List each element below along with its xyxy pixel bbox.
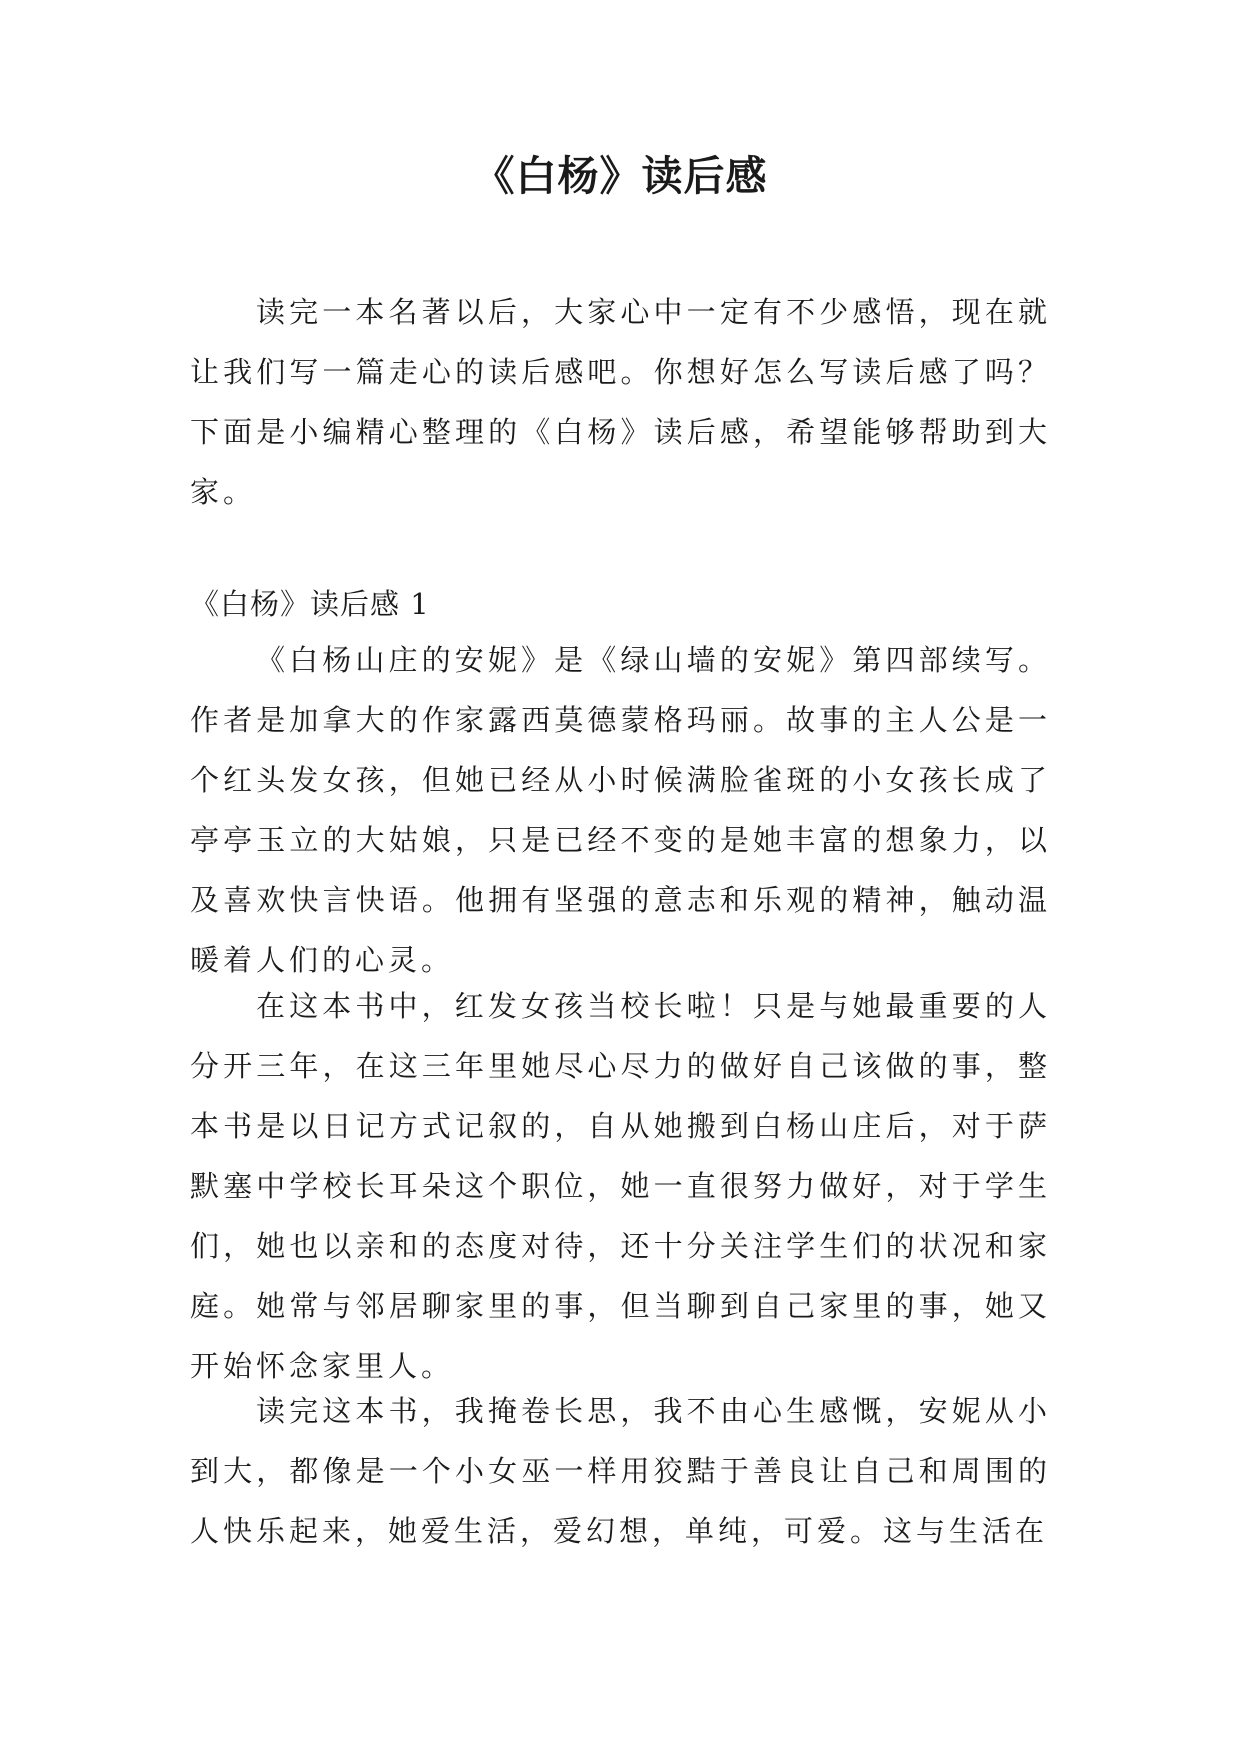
body-paragraph-1: 《白杨山庄的安妮》是《绿山墙的安妮》第四部续写。作者是加拿大的作家露西莫德蒙格玛丽。故事的主人公是一个红头发女孩，但她已经从小时候满脸雀斑的小女孩长成了亭亭玉立的大姑娘，只是已经不变的是她丰富的想象力，以及喜欢快言快语。他拥有坚强的意志和乐观的精神，触动温暖着人们的心灵。	[190, 643, 1051, 977]
intro-paragraph: 读完一本名著以后，大家心中一定有不少感悟，现在就让我们写一篇走心的读后感吧。你想好怎么写读后感了吗？下面是小编精心整理的《白杨》读后感，希望能够帮助到大家。	[190, 295, 1051, 509]
body-paragraph-2: 在这本书中，红发女孩当校长啦！只是与她最重要的人分开三年，在这三年里她尽心尽力的做好自己该做的事，整本书是以日记方式记叙的，自从她搬到白杨山庄后，对于萨默塞中学校长耳朵这个职位，她一直很努力做好，对于学生们，她也以亲和的态度对待，还十分关注学生们的状况和家庭。她常与邻居聊家里的事，但当聊到自己家里的事，她又开始怀念家里人。	[190, 989, 1051, 1383]
section-heading: 《白杨》读后感 1	[190, 587, 430, 621]
document-title: 《白杨》读后感	[473, 152, 768, 200]
body-paragraph-3: 读完这本书，我掩卷长思，我不由心生感慨，安妮从小到大，都像是一个小女巫一样用狡黠于善良让自己和周围的人快乐起来，她爱生活，爱幻想，单纯，可爱。这与生活在	[190, 1394, 1051, 1548]
